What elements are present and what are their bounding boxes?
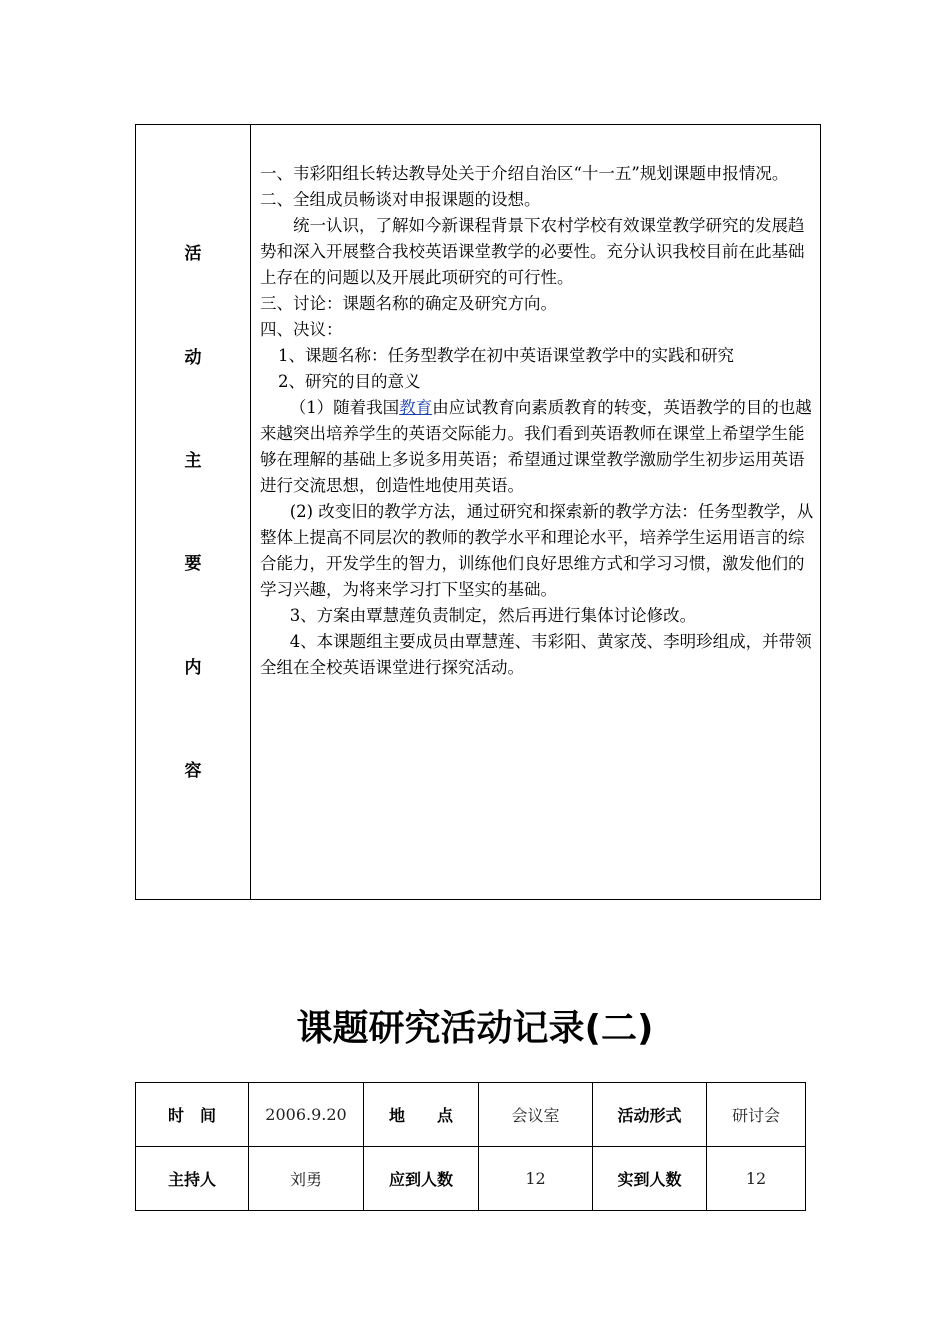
column-divider: [250, 125, 251, 899]
side-label-char: 主: [184, 451, 202, 471]
place-value: 会议室: [479, 1083, 593, 1147]
resolution-2: 2、研究的目的意义: [278, 372, 421, 391]
record-title: 课题研究活动记录(二): [296, 1008, 654, 1049]
actual-label: 实到人数: [593, 1147, 707, 1211]
side-label-char: 要: [184, 554, 202, 574]
expected-label: 应到人数: [364, 1147, 479, 1211]
purpose-1-prefix: （1）随着我国: [289, 398, 400, 417]
form-value: 研讨会: [707, 1083, 806, 1147]
host-label: 主持人: [136, 1147, 249, 1211]
item-2-detail: 统一认识，了解如今新课程背景下农村学校有效课堂教学研究的发展趋势和深入开展整合我校英语课堂教学的必要性。充分认识我校目前在此基础上存在的问题以及开展此项研究的可行性。: [260, 216, 805, 287]
purpose-paragraph-2: (2) 改变旧的教学方法，通过研究和探索新的教学方法：任务型教学，从整体上提高不同层次的教师的教学水平和理论水平，培养学生运用语言的综合能力，开发学生的智力，训练他们良好思维方式和学习习惯，激发他们的学习兴趣，为将来学习打下坚实的基础。: [260, 502, 814, 599]
activity-content-box: [135, 124, 821, 900]
purpose-paragraph-1: [260, 395, 816, 499]
expected-value: 12: [479, 1147, 593, 1211]
form-label: 活动形式: [593, 1083, 707, 1147]
education-link[interactable]: 教育: [399, 398, 433, 417]
place-label: 地 点: [364, 1083, 479, 1147]
side-label-char: 动: [184, 348, 202, 368]
table-row: [136, 1147, 806, 1211]
time-label: 时 间: [136, 1083, 249, 1147]
side-label-char: 活: [184, 244, 202, 264]
record-info-table: [135, 1082, 806, 1211]
item-2: 二、全组成员畅谈对申报课题的设想。: [260, 190, 541, 209]
table-row: [136, 1083, 806, 1147]
item-3: 三、讨论：课题名称的确定及研究方向。: [260, 294, 557, 313]
activity-content: [260, 161, 816, 681]
side-label-char: 容: [184, 761, 202, 781]
item-1: 一、韦彩阳组长转达教导处关于介绍自治区“十一五”规划课题申报情况。: [260, 164, 789, 183]
resolution-4: 4、本课题组主要成员由覃慧莲、韦彩阳、黄家茂、李明珍组成，并带领全组在全校英语课堂进行探究活动。: [260, 632, 812, 677]
resolution-3: 3、方案由覃慧莲负责制定，然后再进行集体讨论修改。: [289, 606, 697, 625]
host-value: 刘勇: [249, 1147, 364, 1211]
side-label-char: 内: [184, 658, 202, 678]
actual-value: 12: [707, 1147, 806, 1211]
purpose-1-rest: 由应试教育向素质教育的转变，英语教学的目的也越来越突出培养学生的英语交际能力。我们看到英语教师在课堂上希望学生能够在理解的基础上多说多用英语；希望通过课堂教学激励学生初步运用英语进行交流思想，创造性地使用英语。: [260, 398, 812, 495]
time-value: 2006.9.20: [249, 1083, 364, 1147]
item-4: 四、决议：: [260, 320, 343, 339]
resolution-1: 1、课题名称：任务型教学在初中英语课堂教学中的实践和研究: [278, 346, 734, 365]
